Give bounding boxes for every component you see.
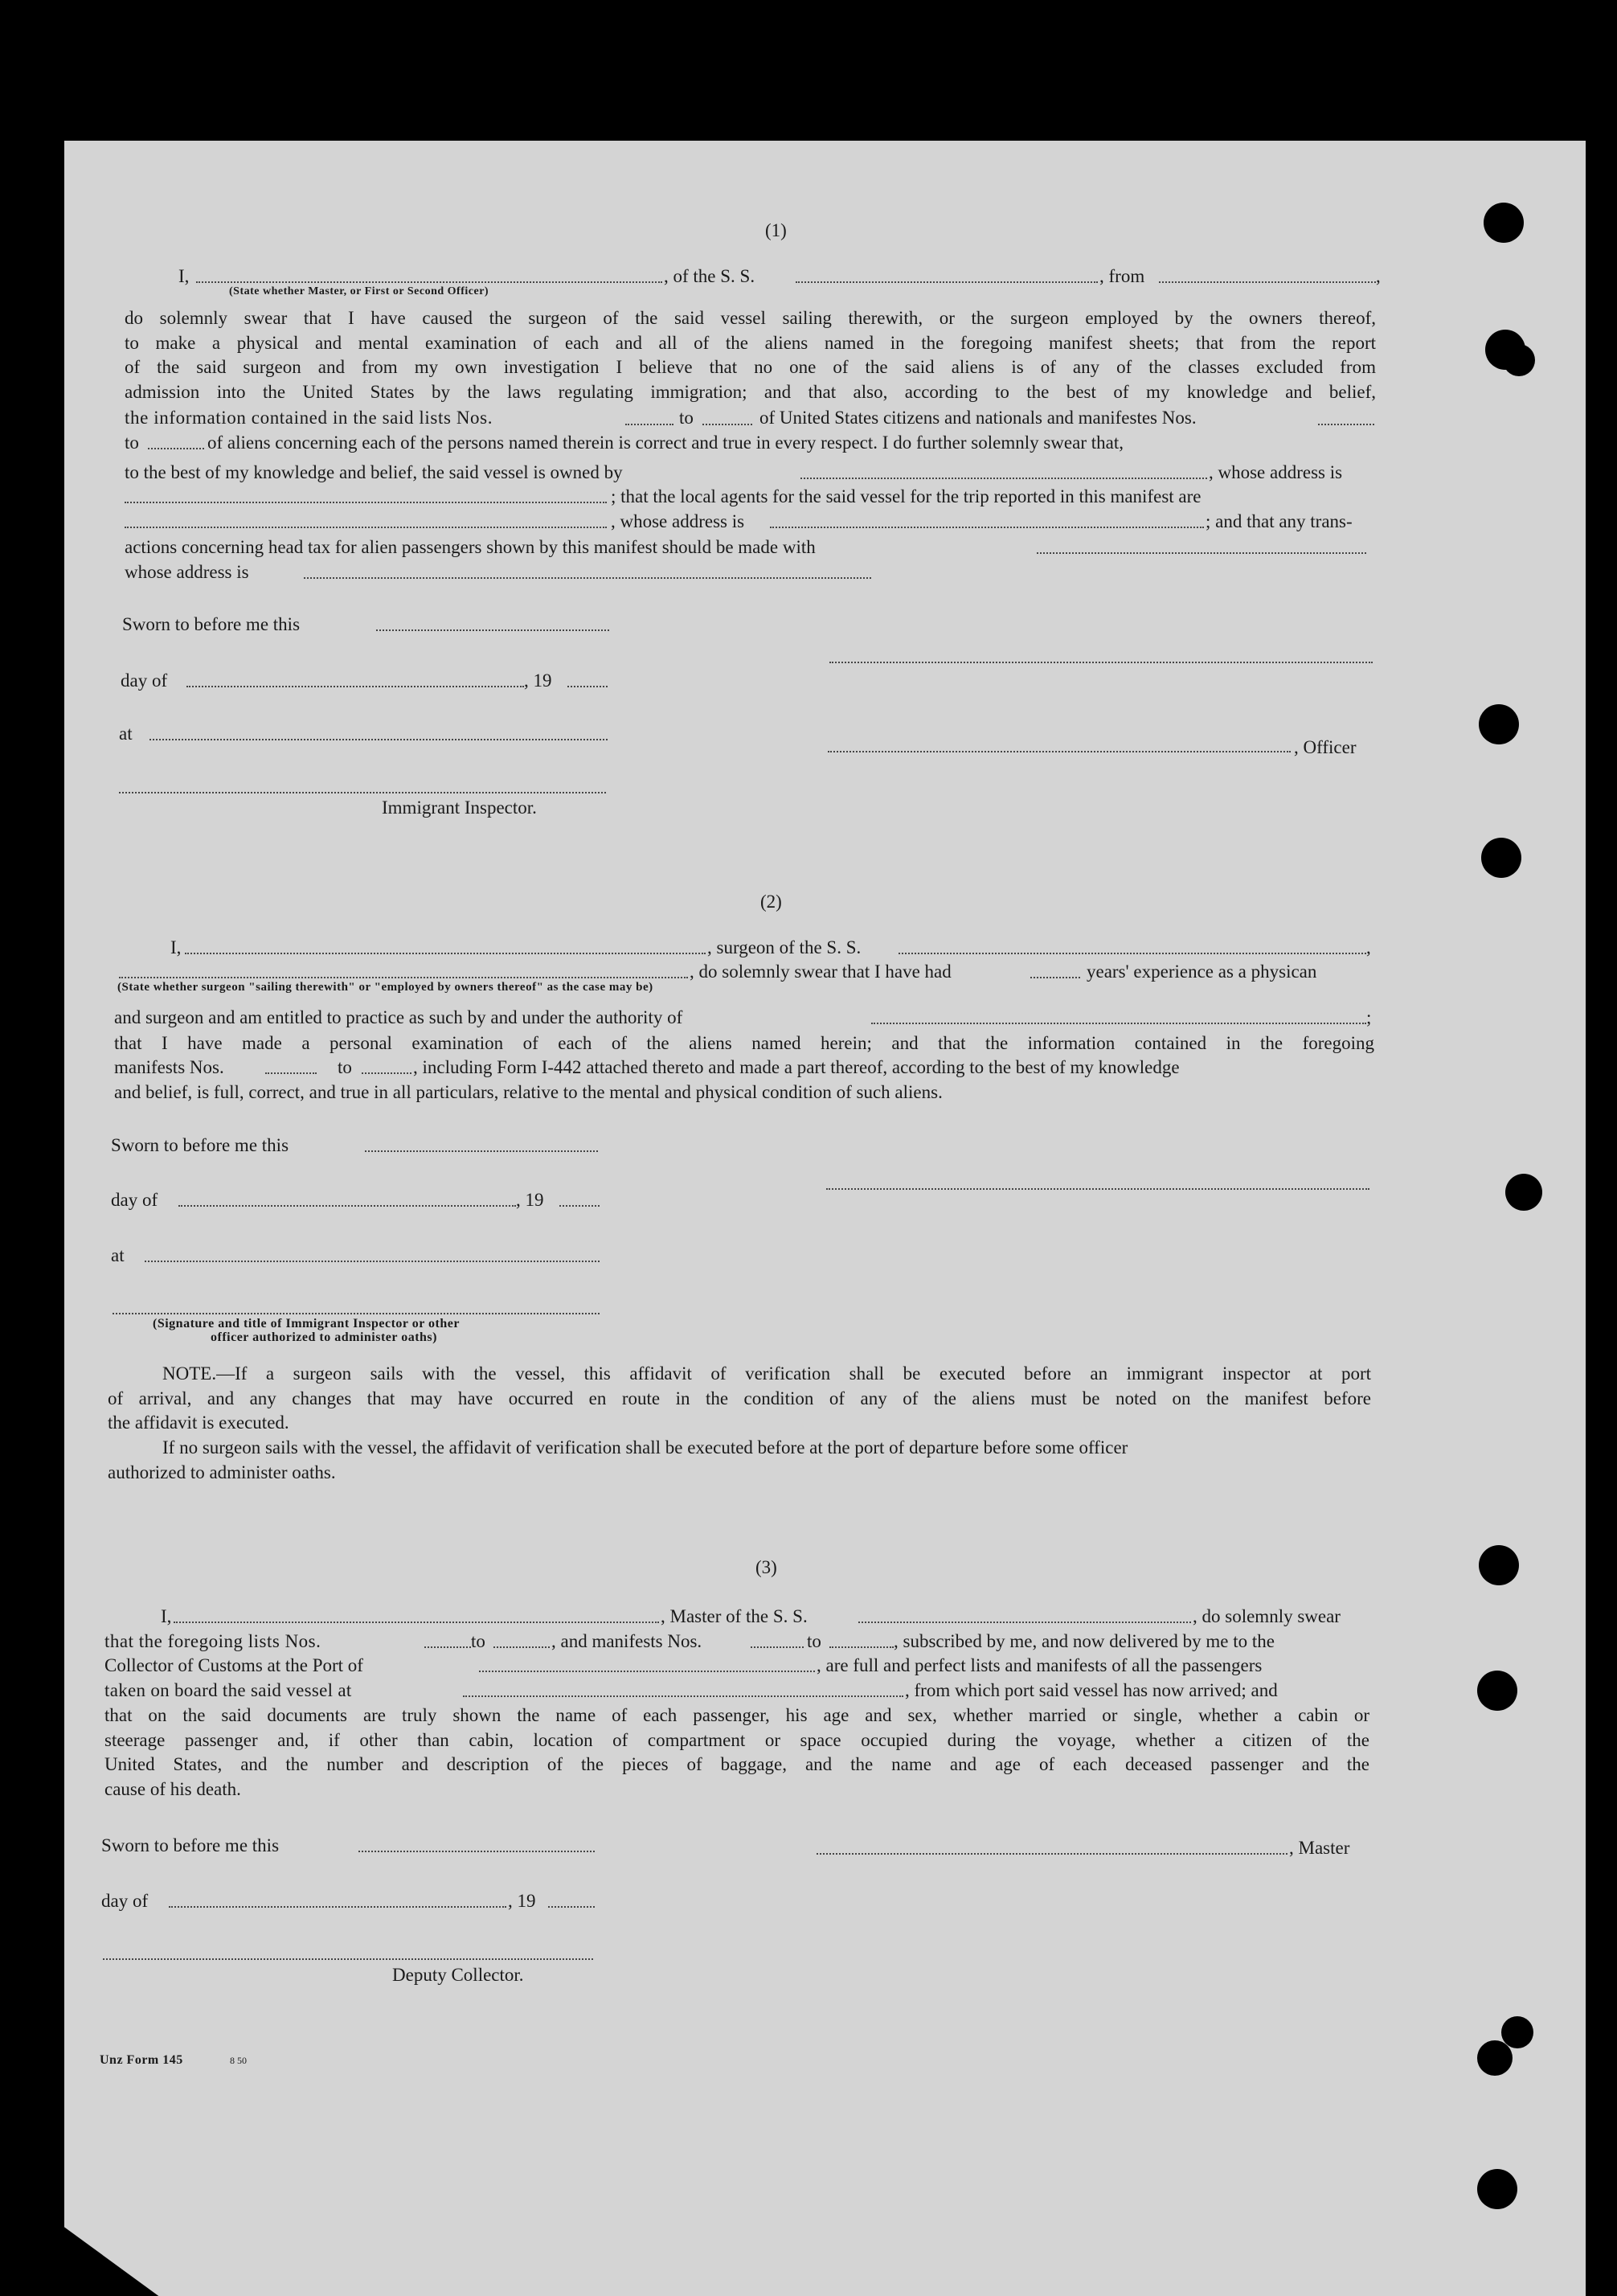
field-label: manifests Nos. xyxy=(114,1057,224,1077)
field-label: , do solemnly swear that I have had xyxy=(690,961,952,982)
field-label: and surgeon and am entitled to practice as such by and under the authority of xyxy=(114,1007,683,1027)
punch-hole xyxy=(1477,2040,1513,2076)
year-label: , 19 xyxy=(508,1891,536,1911)
section-heading: (3) xyxy=(755,1557,777,1577)
master-signature-field[interactable] xyxy=(817,1853,1287,1855)
field-label: ; xyxy=(1366,1007,1372,1027)
manifests-from-field-2[interactable] xyxy=(265,1072,317,1074)
punch-hole xyxy=(1479,704,1519,744)
punch-hole xyxy=(1503,344,1535,376)
paragraph-line: of arrival, and any changes that may have occurred en route in the condition of any of the aliens must be noted on the manifest before xyxy=(108,1388,1371,1408)
paragraph-line: authorized to administer oaths. xyxy=(108,1462,336,1482)
field-label: , are full and perfect lists and manifests of all the passengers xyxy=(817,1655,1263,1675)
inspector-signature-field-2[interactable] xyxy=(113,1313,600,1314)
paragraph-line: United States, and the number and description of the pieces of baggage, and the name and age of each deceased passenger and the xyxy=(104,1754,1369,1774)
paragraph-line: admission into the United States by the laws regulating immigration; and that also, according to the best of my knowledge and belief, xyxy=(125,381,1376,402)
field-label: to xyxy=(471,1631,485,1651)
owner-field[interactable] xyxy=(800,478,1207,479)
sworn-date-field[interactable] xyxy=(376,629,609,631)
field-label: , from which port said vessel has now arrived; and xyxy=(905,1680,1278,1700)
lists-from-field[interactable] xyxy=(625,424,673,425)
lists-from-field-3[interactable] xyxy=(424,1646,471,1648)
paragraph-line: and belief, is full, correct, and true in all particulars, relative to the mental and physical condition of such aliens. xyxy=(114,1082,943,1102)
field-label: , whose address is xyxy=(1209,462,1343,482)
field-label: of United States citizens and nationals and manifestes Nos. xyxy=(759,408,1197,428)
agents-address-field[interactable] xyxy=(770,527,1204,528)
signature-note: (Signature and title of Immigrant Inspector or other xyxy=(153,1317,460,1330)
form-date: 8 50 xyxy=(230,2055,247,2066)
day-of-field[interactable] xyxy=(186,686,524,687)
inspector-label: Immigrant Inspector. xyxy=(382,797,537,818)
punch-hole xyxy=(1477,1671,1517,1711)
day-of-label: day of xyxy=(101,1891,149,1911)
field-label: , subscribed by me, and now delivered by me to the xyxy=(894,1631,1275,1651)
field-label: ; and that any trans- xyxy=(1206,511,1353,531)
field-label: of aliens concerning each of the persons named therein is correct and true in every respect. I do further solemnly swear that, xyxy=(207,433,1124,453)
manifests-from-field-3[interactable] xyxy=(751,1646,804,1648)
form-number: Unz Form 145 xyxy=(100,2053,183,2067)
field-label: , from xyxy=(1099,266,1145,286)
officer-label: , Officer xyxy=(1294,737,1357,757)
surgeon-paragraph xyxy=(114,1031,1374,1056)
field-label: , Master of the S. S. xyxy=(661,1606,808,1626)
field-label: years' experience as a physican xyxy=(1087,961,1317,982)
field-label: whose address is xyxy=(125,562,249,582)
surgeon-status-field[interactable] xyxy=(119,977,688,978)
paragraph-line: steerage passenger and, if other than cabin, location of compartment or space occupied during the voyage, whether a citizen of the xyxy=(104,1729,1369,1750)
at-place-field[interactable] xyxy=(149,739,608,740)
paragraph-line: If no surgeon sails with the vessel, the affidavit of verification shall be executed before at the port of departure before some officer xyxy=(162,1437,1128,1458)
manifests-to-field-3[interactable] xyxy=(829,1646,894,1648)
section-heading: (1) xyxy=(765,220,787,240)
field-label: to xyxy=(125,433,139,453)
ship-name-field[interactable] xyxy=(796,281,1098,283)
field-label: to xyxy=(807,1631,821,1651)
manifests-to-field[interactable] xyxy=(148,448,204,449)
sworn-label: Sworn to before me this xyxy=(101,1835,280,1855)
punch-hole xyxy=(1505,1174,1542,1211)
from-port-field[interactable] xyxy=(1159,281,1376,283)
field-label: , surgeon of the S. S. xyxy=(707,937,862,957)
port-field[interactable] xyxy=(479,1671,815,1672)
surgeon-name-field[interactable] xyxy=(185,953,706,954)
head-tax-field[interactable] xyxy=(1037,552,1366,554)
authority-field[interactable] xyxy=(871,1023,1366,1024)
lists-to-field-3[interactable] xyxy=(493,1646,550,1648)
at-place-field-2[interactable] xyxy=(145,1261,600,1262)
field-label: to xyxy=(679,408,694,428)
at-label: at xyxy=(119,724,133,744)
paragraph-line: that I have made a personal examination of each of the aliens named herein; and that the information contained in the foregoing xyxy=(114,1033,1374,1053)
head-tax-address-field[interactable] xyxy=(304,577,871,579)
field-label: , whose address is xyxy=(611,511,745,531)
signature-line[interactable] xyxy=(829,662,1373,663)
ship-name-field-3[interactable] xyxy=(858,1622,1191,1623)
signature-note: officer authorized to administer oaths) xyxy=(211,1330,437,1344)
officer-signature-field[interactable] xyxy=(828,751,1291,752)
oath-paragraph xyxy=(125,306,1376,404)
section-heading: (2) xyxy=(760,892,782,912)
sworn-label: Sworn to before me this xyxy=(111,1135,289,1155)
sworn-date-field-2[interactable] xyxy=(365,1150,598,1152)
paragraph-line: the affidavit is executed. xyxy=(108,1412,289,1433)
year-field-3[interactable] xyxy=(548,1906,595,1908)
field-label: that the foregoing lists Nos. xyxy=(104,1631,321,1651)
boarding-port-field[interactable] xyxy=(463,1695,903,1697)
punch-hole xyxy=(1484,203,1524,243)
owner-address-field[interactable] xyxy=(125,502,607,503)
year-field-2[interactable] xyxy=(559,1205,600,1207)
sworn-date-field-3[interactable] xyxy=(358,1851,595,1852)
day-of-label: day of xyxy=(121,670,168,691)
paragraph-line: do solemnly swear that I have caused the surgeon of the said vessel sailing therewith, or the surgeon employed by the owners thereof, xyxy=(125,308,1376,328)
deputy-signature-field[interactable] xyxy=(103,1958,593,1960)
manifests-from-field[interactable] xyxy=(1318,424,1374,425)
lists-to-field[interactable] xyxy=(702,424,752,425)
year-label: , 19 xyxy=(516,1190,544,1210)
day-of-field-2[interactable] xyxy=(178,1205,516,1207)
field-label: , xyxy=(1376,266,1381,286)
manifests-to-field-2[interactable] xyxy=(362,1072,411,1074)
field-label: the information contained in the said lists Nos. xyxy=(125,408,493,428)
field-label: , and manifests Nos. xyxy=(551,1631,702,1651)
field-label: to the best of my knowledge and belief, the said vessel is owned by xyxy=(125,462,623,482)
field-label: , of the S. S. xyxy=(664,266,755,286)
field-label: Collector of Customs at the Port of xyxy=(104,1655,363,1675)
field-label: actions concerning head tax for alien passengers shown by this manifest should be made with xyxy=(125,537,816,557)
punch-hole xyxy=(1501,2016,1533,2048)
year-field[interactable] xyxy=(567,686,608,687)
paragraph-line: NOTE.—If a surgeon sails with the vessel, this affidavit of verification shall be executed before an immigrant inspector at port xyxy=(162,1363,1371,1384)
field-note: (State whether Master, or First or Second Officer) xyxy=(229,285,489,297)
surgeon-signature-line[interactable] xyxy=(826,1188,1369,1190)
paragraph-line: that on the said documents are truly shown the name of each passenger, his age and sex, whether married or single, whether a cabin or xyxy=(104,1705,1369,1725)
master-paragraph xyxy=(104,1704,1369,1777)
deputy-label: Deputy Collector. xyxy=(392,1965,524,1985)
day-of-field-3[interactable] xyxy=(169,1906,506,1908)
sworn-label: Sworn to before me this xyxy=(122,614,301,634)
field-label: I, xyxy=(170,937,182,957)
paragraph-line: to make a physical and mental examination of each and all of the aliens named in the foregoing manifest sheets; that from the report xyxy=(125,332,1376,353)
field-label: I, xyxy=(178,266,190,286)
years-field[interactable] xyxy=(1030,977,1080,978)
field-label: ; that the local agents for the said vessel for the trip reported in this manifest are xyxy=(611,486,1201,506)
paragraph-line: cause of his death. xyxy=(104,1779,241,1799)
field-label: taken on board the said vessel at xyxy=(104,1680,352,1700)
field-label: to xyxy=(338,1057,352,1077)
day-of-label: day of xyxy=(111,1190,158,1210)
punch-hole xyxy=(1479,1545,1519,1585)
field-label: , do solemnly swear xyxy=(1193,1606,1341,1626)
field-label: , xyxy=(1366,937,1371,957)
field-label: I, xyxy=(161,1606,172,1626)
note-paragraph xyxy=(108,1362,1371,1411)
year-label: , 19 xyxy=(524,670,552,691)
punch-hole xyxy=(1481,838,1521,878)
master-name-field[interactable] xyxy=(174,1622,659,1623)
ship-name-field-2[interactable] xyxy=(899,953,1366,954)
paragraph-line: of the said surgeon and from my own investigation I believe that no one of the said aliens is of any of the classes excluded from xyxy=(125,357,1376,377)
field-label: , including Form I-442 attached thereto and made a part thereof, according to the best of my knowledge xyxy=(413,1057,1180,1077)
agents-field[interactable] xyxy=(125,527,607,528)
master-label: , Master xyxy=(1289,1838,1350,1858)
officer-name-field[interactable] xyxy=(196,281,662,283)
field-note: (State whether surgeon "sailing therewith" or "employed by owners thereof" as the case may be) xyxy=(117,981,653,994)
at-label: at xyxy=(111,1245,125,1265)
punch-hole xyxy=(1477,2169,1517,2209)
inspector-signature-field[interactable] xyxy=(119,792,606,793)
